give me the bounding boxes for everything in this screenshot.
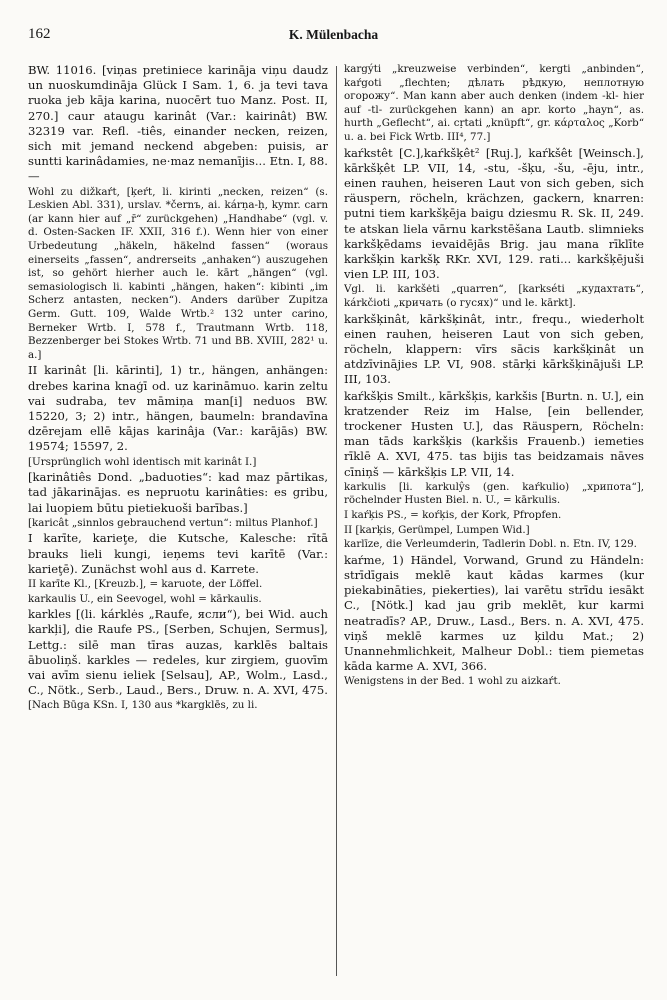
dictionary-entry: karlīze, die Verleumderin, Tadlerin Dobl. n. Etn. IV, 129. [344, 538, 637, 551]
dictionary-entry: karkulis [li. karkulŷs (gen. kaŕkulio) „хрипота“], röchelnder Husten Biel. n. U., = kārkulis. [344, 480, 644, 507]
right-column [344, 63, 644, 983]
dictionary-entry: Wohl zu dižkaŕt, [ķeŕt, li. kirinti „necken, reizen“ (s. Leskien Abl. 331), urslav. *černъ, ai. kárṇa-ḥ, kymr. carn (ar kann hier auf „r̄“ zurückgehen) „Handhabe“ (vgl. v. d. Osten-Sacken IF. XXII, 316 f.). Wenn hier von einer Urbedeutung „häkeln, häkelnd fassen“ (woraus einerseits „fassen“, andrerseits „anhaken“) auszugehen ist, so gehört hierher auch le. kārt „hängen“ (vgl. semasiologisch li. kabinti „hängen, haken“: kibinti „im Scherz antasten, necken“). Anders darüber Zupitza Germ. Gutt. 109, Walde Wrtb.² 132 unter carino, Berneker Wrtb. I, 578 f., Trautmann Wrtb. 118, Bezzenberger bei Stokes Wrtb. 71 und BB. XVIII, 282¹ u. a.] [28, 185, 328, 361]
dictionary-entry: II karinât [li. kārinti], 1) tr., hängen, anhängen: drebes karina knaģī od. uz karināmuo. karin zeltu vai sudraba, tev māmiņa man[i] neduos BW. 15220, 3; 2) intr., hängen, baumeln: brandavīna dzērejam ellē kājas karinâja (Var.: karājās) BW. 19574; 15597, 2. [28, 363, 328, 454]
dictionary-entry: karkles [(li. kárklės „Raufe, ясли“), bei Wid. auch karkļi], die Raufe PS., [Serben, Schujen, Sermus], Lettg.: silē man tīras auzas, karklēs baltais ābuoliņš. karkles — redeles, kur zirgiem, guovīm vai avīm sienu ieliek [Selsau], AP., Wolm., Lasd., C., Nötk., Serb., Laud., Bers., Druw. n. A. XVI, 475. [28, 607, 328, 698]
dictionary-entry: [Ursprünglich wohl identisch mit karinât I.] [28, 455, 257, 468]
dictionary-entry: kaŕkstêt [C.],kaŕkšķêt² [Ruj.], kaŕkšêt [Weinsch.], kārkšķêt LP. VII, 14, -stu, -šķu, -šu, -ēju, intr., einen rauhen, heiseren Laut von sich geben, sich räuspern, röcheln, krächzen, gackern, knarren: putni tiem karkšķēja baigu dziesmu R. Sk. II, 249. te atskan liela vārnu karkstēšana Lautb. slimnieks karkšķēdams ievaidējās Brig. jau mana rīklīte karkšķin karkšķ RKr. XVI, 129. rati... karkšķējuši vien LP. III, 103. [344, 145, 644, 282]
dictionary-entry: kargýti „kreuzweise verbinden“, kergti „anbinden“, kaŕgoti „flechten; дѣлать рѣдкую, неплотную огорожу“. Man kann aber auch denken (indem -kl- hier auf -tl- zurückgehen kann) an apr. korto „hayn“, as. hurth „Geflecht“, ai. cṛtati „knüpft“, gr. κάρταλος „Korb“ u. a. bei Fick Wrtb. III⁴, 77.] [344, 63, 644, 143]
left-column [28, 63, 328, 983]
dictionary-entry: Wenigstens in der Bed. 1 wohl zu aizkaŕt. [344, 675, 561, 688]
dictionary-entry: II karīte Kl., [Kreuzb.], = karuote, der Löffel. [28, 577, 263, 590]
dictionary-entry: II [karķis, Gerümpel, Lumpen Wid.] [344, 523, 530, 536]
dictionary-entry: kaŕme, 1) Händel, Vorwand, Grund zu Händeln: strīdīgais meklē kaut kādas karmes (kur piekabināties, piekerties), lai varētu strīdu iesākt C., [Nötk.] kad jau grib meklēt, kur karmi neatradīs? AP., Druw., Lasd., Bers. n. A. XVI, 475. viņš meklē karmes uz ķildu Mat.; 2) Unannehmlichkeit, Malheur Dobl.: tiem piemetas kāda karme A. XVI, 366. [344, 552, 644, 674]
dictionary-entry: [karicât „sinnlos gebrauchend vertun“: miltus Planhof.] [28, 516, 318, 529]
dictionary-entry: BW. 11016. [viņas pretiniece karināja viņu daudz un nuoskumdināja Glück I Sam. 1, 6. ja tevi tava ruoka jeb kāja karina, nuocērt tuo Manz. Post. II, 270.] caur ataugu karinât (Var.: kairinât) BW. 32319 var. Refl. -tiês, einander necken, reizen, sich mit jemand neckend abgeben: puisis, ar suntti karinâdamies, ne·maz nemanījis... Etn. I, 88. — [28, 63, 328, 184]
dictionary-entry: karkšķinât, kārkšķinât, intr., frequ., wiederholt einen rauhen, heiseren Laut von sich geben, röcheln, klappern: vīrs sācis karkšķinât un atdzīvinājies LP. VI, 908. stārķi kārkšķinājuši LP. III, 103. [344, 311, 644, 387]
running-title: K. Mülenbacha [288, 27, 379, 42]
dictionary-entry: I kaŕķis PS., = koŕķis, der Kork, Pfropfen. [344, 509, 562, 521]
column-divider [336, 66, 337, 976]
dictionary-entry: [Nach Būga KSn. I, 130 aus *kargklēs, zu li. [28, 699, 258, 712]
dictionary-entry: Vgl. li. karkšėti „quarren“, [karkséti „кудахтать“, kárkčioti „кричать (о гусях)“ und le. kārkt]. [344, 283, 644, 309]
dictionary-entry: karkaulis U., ein Seevogel, wohl = kārkaulis. [28, 592, 262, 605]
page-header [28, 26, 639, 46]
dictionary-entry: kaŕkšķis Smilt., kārkšķis, karkšis [Burtn. n. U.], ein kratzender Reiz im Halse, [ein bellender, trockener Husten U.], das Räuspern, Röcheln: man tāds karkšķis (karkšis Frauenb.) iemeties rīklē A. XVI, 475. tas bijis tas beidzamais nāves cīniņš — kārkšķis LP. VII, 14. [344, 388, 644, 479]
page-number: 162 [28, 26, 51, 42]
dictionary-entry: I karīte, karieţe, die Kutsche, Kalesche: rītā brauks lieli kungi, ieņems tevi karītē (Var.: karieţē). Zunächst wohl aus d. Karrete. [28, 531, 328, 576]
dictionary-entry: [karinâtiês Dond. „baduoties“: kad maz pārtikas, tad jākarinājas. es nepruotu karinâties: es gribu, lai luopiem būtu pietiekuoši barības.] [28, 470, 328, 515]
